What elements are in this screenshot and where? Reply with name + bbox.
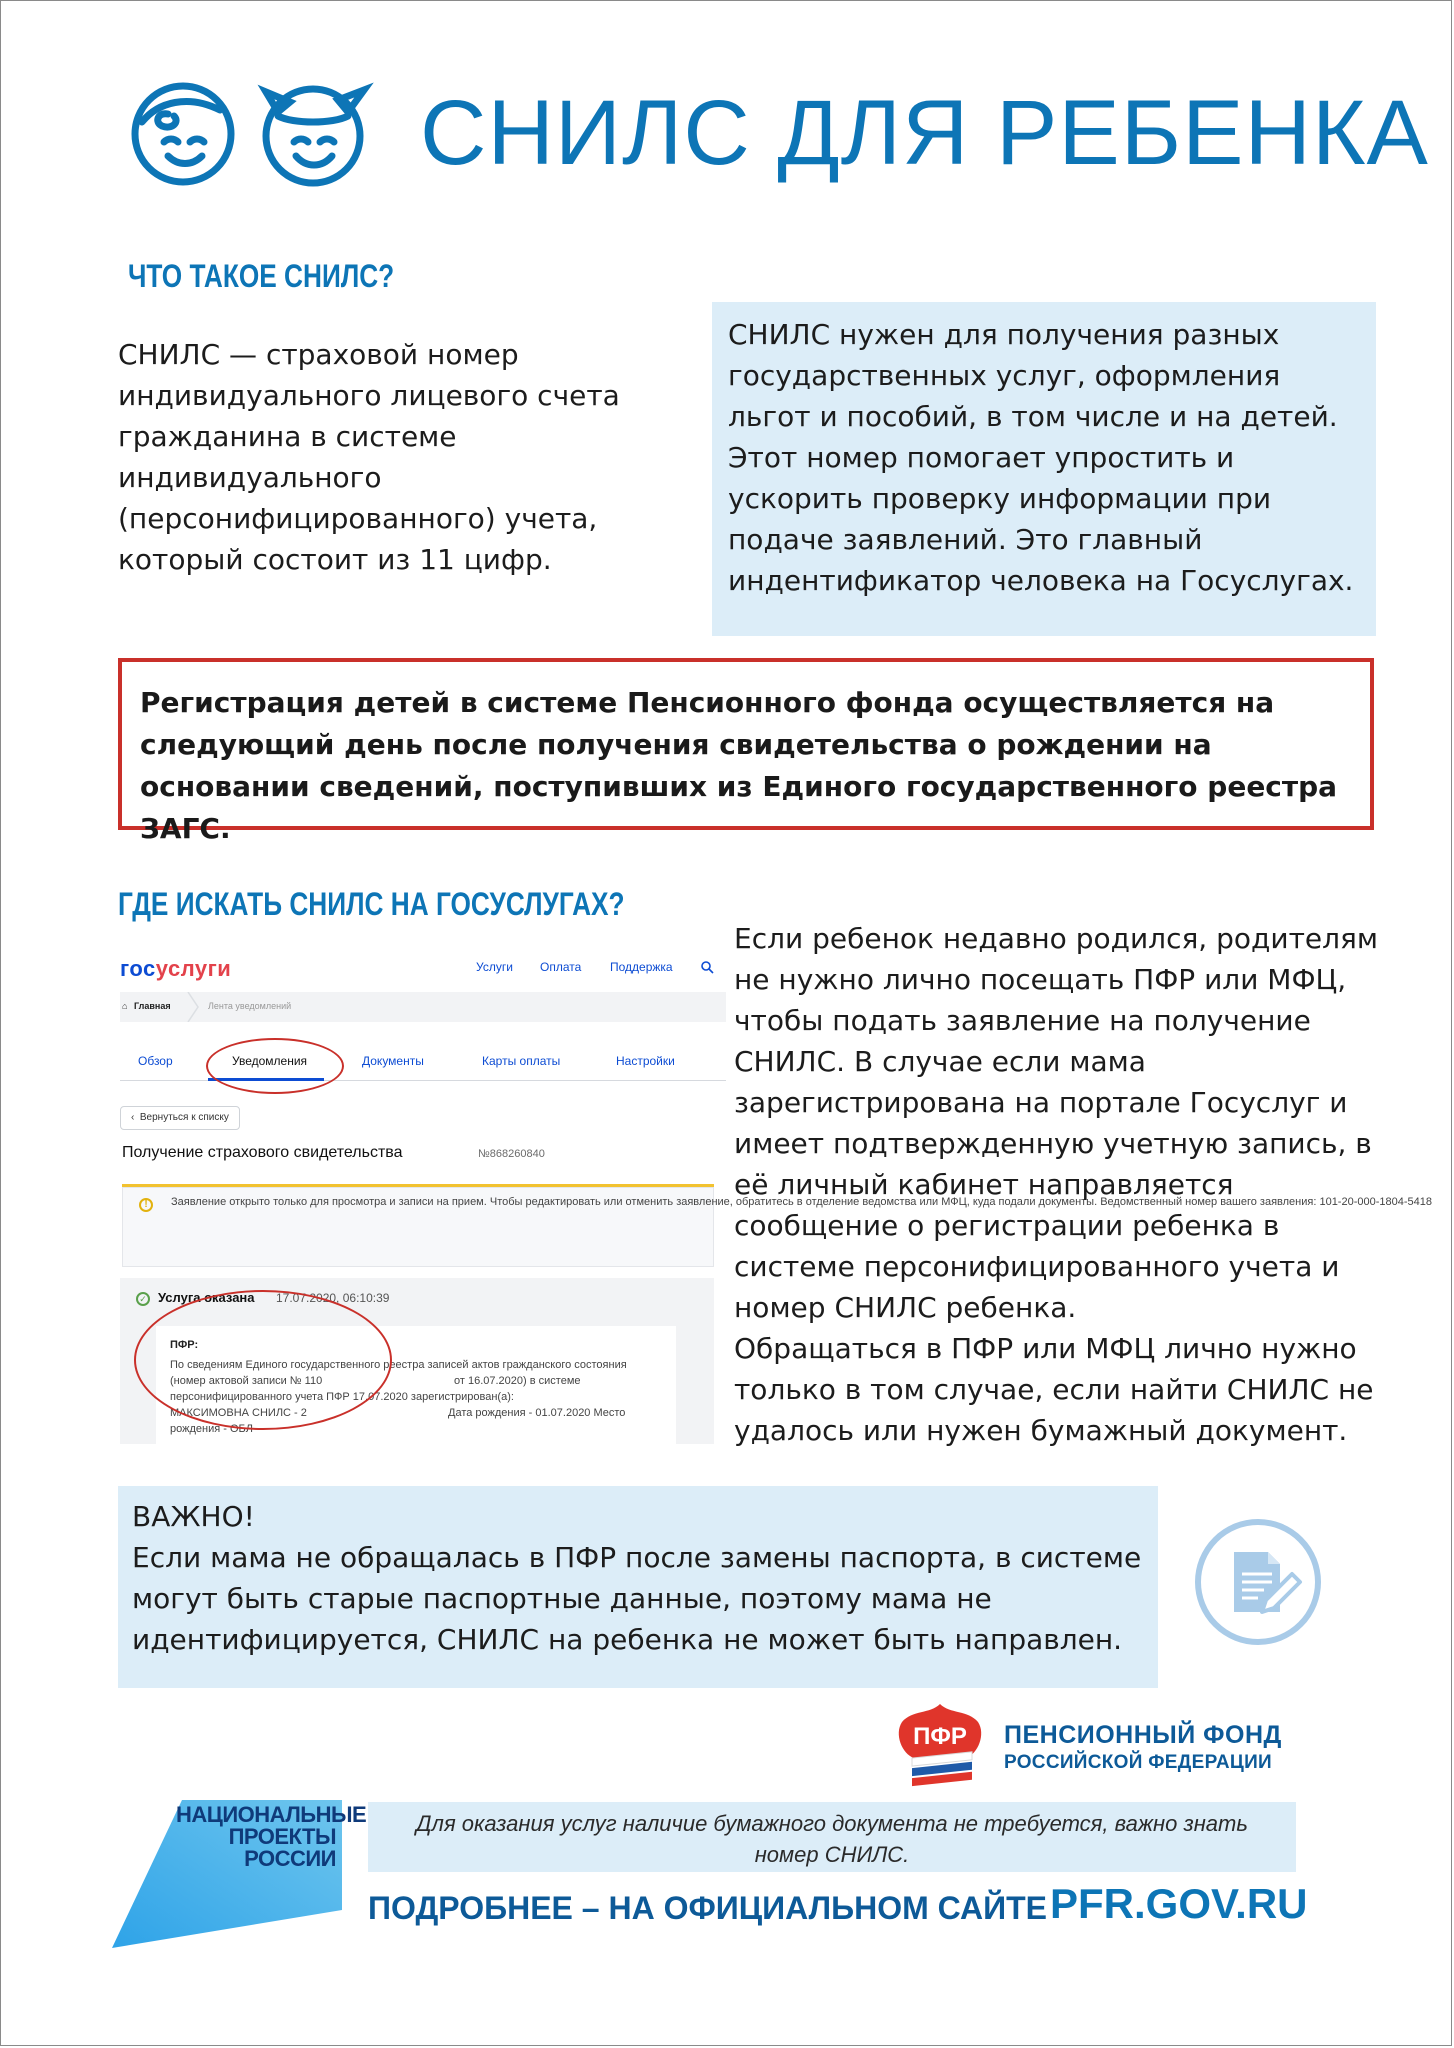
gosuslugi-logo: госуслуги — [120, 956, 232, 981]
pfr-name-line1: ПЕНСИОННЫЙ ФОНД — [1004, 1721, 1282, 1749]
gos-card-line4b: Дата рождения - 01.07.2020 Место — [448, 1407, 626, 1419]
check-icon: ✓ — [136, 1292, 150, 1306]
official-site-link[interactable]: PFR.GOV.RU — [1050, 1880, 1308, 1927]
kids-faces-icon — [128, 72, 378, 192]
breadcrumb-home[interactable]: Главная — [134, 1001, 171, 1011]
important-title: ВАЖНО! — [132, 1500, 255, 1533]
registration-notice-text: Регистрация детей в системе Пенсионного фонда осуществляется на следующий день после получения свидетельства о рождении на основании сведений, поступивших из Единого государственного реестра ЗАГС. — [140, 686, 1338, 845]
gos-tab-notifications[interactable]: Уведомления — [232, 1054, 308, 1068]
page-title: СНИЛС ДЛЯ РЕБЕНКА — [420, 82, 1429, 184]
breadcrumb-current: Лента уведомлений — [208, 1001, 292, 1011]
highlight-circle-notifications — [206, 1038, 344, 1094]
svg-text:ПФР: ПФР — [913, 1723, 967, 1750]
pfr-emblem-logo — [894, 1700, 986, 1792]
registration-notice-box — [118, 658, 1374, 845]
home-icon: ⌂ — [122, 1001, 128, 1011]
highlight-circle-pfr — [134, 1290, 392, 1430]
breadcrumb-separator-icon — [186, 992, 200, 1022]
gos-nav-payment[interactable]: Оплата — [540, 960, 582, 974]
national-projects-text: НАЦИОНАЛЬНЫЕ ПРОЕКТЫ РОССИИ — [176, 1802, 367, 1871]
gos-tab-payment-cards[interactable]: Карты оплаты — [482, 1054, 561, 1068]
snils-purpose-text: СНИЛС нужен для получения разных государственных услуг, оформления льгот и пособий, в том числе и на детей. Этот номер помогает упростить и ускорить проверку информации при подаче заявлений. Это главный индентификатор человека на Госуслугах. — [728, 318, 1354, 597]
gos-breadcrumb — [120, 992, 726, 1022]
paper-not-required-note — [368, 1802, 1296, 1872]
important-text: Если мама не обращалась в ПФР после замены паспорта, в системе могут быть старые паспортные данные, поэтому мама не идентифицируется, СНИЛС на ребенка не может быть направлен. — [132, 1541, 1142, 1656]
gos-status: Услуга оказана — [158, 1290, 255, 1305]
gos-tab-overview[interactable]: Обзор — [138, 1054, 173, 1068]
more-info-text: ПОДРОБНЕЕ – НА ОФИЦИАЛЬНОМ САЙТЕ — [368, 1890, 1047, 1926]
gos-nav-services[interactable]: Услуги — [476, 960, 513, 974]
gos-card-line1: По сведениям Единого государственного реестра записей актов гражданского состояния — [170, 1359, 627, 1371]
gos-warning-box — [122, 1187, 1432, 1267]
snils-purpose-box — [712, 302, 1376, 636]
note-text: Для оказания услуг наличие бумажного документа не требуется, важно знать номер СНИЛС. — [416, 1811, 1248, 1867]
gosuslugi-info-text: Если ребенок недавно родился, родителям не нужно лично посещать ПФР или МФЦ, чтобы подать заявление на получение СНИЛС. В случае если мама зарегистрирована на портале Госуслуг и имеет подтвержденную учетную запись, в её личный кабинет направляется сообщение о регистрации ребенка в системе персонифицированного учета и номер СНИЛС ребенка. — [734, 922, 1378, 1324]
document-pen-icon — [1192, 1516, 1324, 1648]
warning-icon: ! — [139, 1198, 153, 1212]
gos-card-line2a: (номер актовой записи № 110 — [170, 1375, 323, 1387]
gosuslugi-info-text-2: Обращаться в ПФР или МФЦ лично нужно только в том случае, если найти СНИЛС не удалось или нужен бумажный документ. — [734, 1332, 1374, 1447]
gos-tab-settings[interactable]: Настройки — [616, 1054, 675, 1068]
gos-card-line2b: от 16.07.2020) в системе — [454, 1375, 581, 1387]
section-heading-what: ЧТО ТАКОЕ СНИЛС? — [128, 258, 395, 294]
gos-status-date: 17.07.2020, 06:10:39 — [276, 1291, 390, 1305]
pfr-name — [1004, 1720, 1282, 1776]
back-to-list-button[interactable]: ‹ Вернуться к списку — [120, 1106, 240, 1130]
important-box — [118, 1486, 1158, 1688]
gos-warning-text: Заявление открыто только для просмотра и записи на прием. Чтобы редактировать или отменить заявление, обратитесь в отделение ведомства или МФЦ, куда подали документы. Ведомственный номер вашего заявления: 101-20-000-1804-5418 — [171, 1196, 1432, 1208]
pfr-name-line2: РОССИЙСКОЙ ФЕДЕРАЦИИ — [1004, 1752, 1273, 1773]
gos-request-number: №868260840 — [478, 1148, 545, 1160]
gos-card-line5: рождения - ОБЛ — [170, 1423, 253, 1435]
gos-tab-documents[interactable]: Документы — [362, 1054, 424, 1068]
gosuslugi-info — [734, 918, 1394, 1451]
snils-definition: СНИЛС — страховой номер индивидуального лицевого счета гражданина в системе индивидуального (персонифицированного) учета, который состоит из 11 цифр. — [118, 338, 620, 576]
gos-card-line4a: МАКСИМОВНА СНИЛС - 2 — [170, 1407, 307, 1419]
section-heading-where: ГДЕ ИСКАТЬ СНИЛС НА ГОСУСЛУГАХ? — [118, 886, 625, 922]
search-icon[interactable] — [700, 960, 714, 974]
gos-card-title: ПФР: — [170, 1339, 199, 1351]
gos-request-heading: Получение страхового свидетельства — [122, 1144, 403, 1161]
gos-card-line3: персонифицированного учета ПФР 17.07.2020 зарегистрирован(а): — [170, 1391, 514, 1403]
gos-nav-support[interactable]: Поддержка — [610, 960, 673, 974]
